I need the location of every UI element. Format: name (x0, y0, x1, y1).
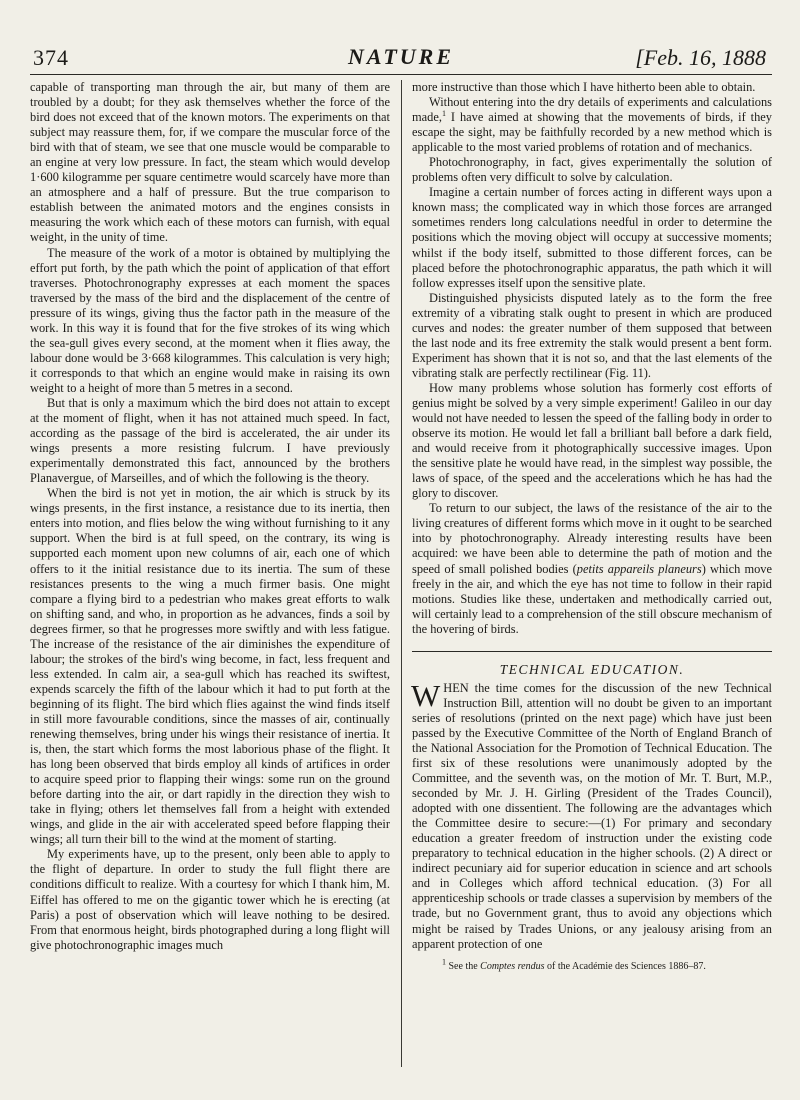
italic-phrase: petits appareils planeurs (576, 561, 702, 576)
column-divider (401, 80, 402, 1067)
right-column (412, 80, 772, 973)
paragraph-text: To return to our subject, the laws of the resistance of the air to the living creatures of different forms which move in it ought to be searched into by photochronography. Already interesting results have been acquired: we have been able to determine the path of motion and the speed of small polished bodies ( (412, 501, 772, 576)
body-paragraph: How many problems whose solution has formerly cost efforts of genius might be solved by a very simple experiment! Galileo in our day would not have needed to lessen the speed of the falling body in order to observe its motion. He would let fall a brilliant ball before a dark field, and would receive from it photographically successive images. Upon the sensitive plate he would have read, in the simplest way possible, the laws of space, of the speed and the accelerations which he has had the glory to discover. (412, 380, 772, 501)
footnote-text: of the Académie des Sciences 1886–87. (544, 960, 706, 972)
body-paragraph: The measure of the work of a motor is obtained by multiplying the effort put forth, by the path which the point of application of that effort traverses. Photochronography expresses at each moment the spaces traversed by the mass of the bird and the displacement of the centre of pressure of its wings, giving thus the factor path in the measure of the work. In this way it is found that for the five strokes of its wing which the sea-gull gives every second, at the moment when it flies away, the labour done would be 3·668 kilogrammes. This calculation is very high; it corresponds to that which an engine would make in raising its own weight to a height of more than 5 metres in a second. (30, 245, 390, 395)
body-paragraph: Imagine a certain number of forces acting in different ways upon a known mass; the complicated way in which those forces are arranged sometimes renders long calculations needful in order to determine the positions which the moving object will occupy at successive moments; whilst if the body itself, submitted to those different forces, can be placed before the photochronographic apparatus, the path which it will follow expresses itself upon the sensitive plate. (412, 185, 772, 290)
page-header (30, 42, 772, 75)
page-number: 374 (33, 45, 69, 70)
footnote-italic: Comptes rendus (480, 960, 545, 972)
body-paragraph: But that is only a maximum which the bird does not attain to except at the moment of flight, when it has not attained much speed. In fact, according as the passage of the bird is accelerated, the air under its wings presents a more resisting fulcrum. I have previously experimentally demonstrated this fact, announced by the brothers Planavergue, of Marseilles, and of which the following is the theory. (30, 395, 390, 486)
issue-date: [Feb. 16, 1888 (635, 45, 766, 70)
footnote (412, 957, 772, 973)
paragraph-text: HEN the time comes for the discussion of the new Technical Instruction Bill, attention will no doubt be given to an important series of resolutions (printed on the next page) which have just been passed by the Executive Committee of the North of England Branch of the National Association for the Promotion of Technical Education. The first six of these resolutions were unanimously adopted by the Committee, and the seventh was, on the motion of Mr. T. Burt, M.P., seconded by Mr. J. H. Girling (President of the Trades Council), adopted with one dissentient. The following are the advantages which the Committee desire to secure:—(1) For primary and secondary education a greater freedom of instruction under the existing code preparatory to technical education in the higher schools. (2) A direct or indirect pecuniary aid for superior education in science and art schools and in Colleges which afford technical education. (3) For all apprenticeship schools or trade classes a supervision by members of the trade, but no Government grant, thus to avoid any objections which might be raised by Trades Unions, or any jealousy arising from an apparent protection of one (412, 680, 772, 951)
section-paragraph (411, 677, 772, 952)
section-rule (412, 651, 772, 652)
paragraph-text: Without entering into the dry details of experiments and calculations made, (412, 95, 772, 125)
body-paragraph: My experiments have, up to the present, only been able to apply to the flight of departure. In order to study the full flight there are conditions difficult to realize. With a courtesy for which I thank him, M. Eiffel has offered to me on the gigantic tower which he is erecting (at Paris) a post of observation which will leave nothing to be desired. From that enormous height, birds photographed during a long flight will give photochronographic images much (30, 847, 390, 952)
footnote-mark: 1 (442, 957, 446, 967)
footnote-text: See the (446, 960, 481, 972)
paragraph-text: I have aimed at showing that the movements of birds, if they escape the sight, may be faithfully recorded by a new method which is applicable to the most varied problems of rotation and of mechanics. (412, 110, 772, 155)
body-paragraph (412, 95, 772, 155)
footnote-reference: 1 (441, 108, 446, 118)
journal-title: NATURE (347, 44, 455, 69)
drop-cap: W (411, 677, 441, 713)
body-paragraph: Distinguished physicists disputed lately as to the form the free extremity of a vibrating stalk ought to present in which are produced curves and nodes: the greater number of them supposed that between the last node and its free extremity the stalk would present a bent form. Experiment has shown that it is not so, and that the last elements of the vibrating stalk are perfectly rectilinear (Fig. 11). (412, 290, 772, 380)
body-paragraph: more instructive than those which I have hitherto been able to obtain. (412, 80, 756, 94)
body-paragraph: Photochronography, in fact, gives experimentally the solution of problems often very difficult to solve by calculation. (412, 155, 772, 185)
body-paragraph: When the bird is not yet in motion, the air which is struck by its wings presents, in the first instance, a resistance due to its inertia, then enters into motion, and flies below the wing without furnishing to it any support. When the bird is at full speed, on the contrary, its wing is supported each moment upon new columns of air, each one of which offers to it the initial resistance due to its inertia. The sum of these resistances presents to the wing a much firmer basis. One might compare a flying bird to a pedestrian who makes great efforts to walk on shifting sand, and who, in proportion as he advances, finds a soil by degrees firmer, so that he progresses more swiftly and with less fatigue. The increase of the resistance of the air diminishes the expenditure of labour; the strokes of the bird's wing become, in fact, less frequent and less extended. In calm air, a sea-gull which has reached its swiftest, expends scarcely the fifth of the labour which it had to put forth at the beginning of its flight. The bird which flies against the wind finds itself in still more favourable conditions, since the masses of air, continually renewing themselves, bring under his wings their resistance of inertia. It is, then, the start which forms the most laborious phase of the flight. It has long been observed that birds employ all kinds of artifices in order to acquire speed prior to flapping their wings: some run on the ground before darting into the air, or dart rapidly in the direction they wish to take in flying; others let themselves fall from a height with extended wings, and glide in the air with accelerated speed before flapping their wings; all turn their bill to the wind at the moment of starting. (30, 486, 390, 847)
paragraph-text: ) which move freely in the air, and which the eye has not time to follow in their rapid motions. Studies like these, undertaken and methodically carried out, will certainly lead to a comprehension of the still obscure mechanism of the hovering of birds. (412, 561, 772, 636)
body-paragraph: capable of transporting man through the air, but many of them are troubled by a doubt; for they ask themselves whether the force of the bird does not exceed that of the known motors. The experiments on that subject may reassure them, for, if we compare the muscular force of the bird with that of steam, we see that one muscle would be comparable to an engine at very low pressure. In fact, the steam which would develop 1·600 kilogramme per square centimetre would scarcely have more than an atmosphere and a half of pressure. But the true comparison to establish between the animated motors and the engines consists in measuring the work which each of these motors can furnish, with equal weight, in the unity of time. (30, 80, 390, 245)
section-heading: TECHNICAL EDUCATION. (499, 661, 685, 677)
body-paragraph (412, 501, 772, 636)
left-column (30, 80, 390, 953)
